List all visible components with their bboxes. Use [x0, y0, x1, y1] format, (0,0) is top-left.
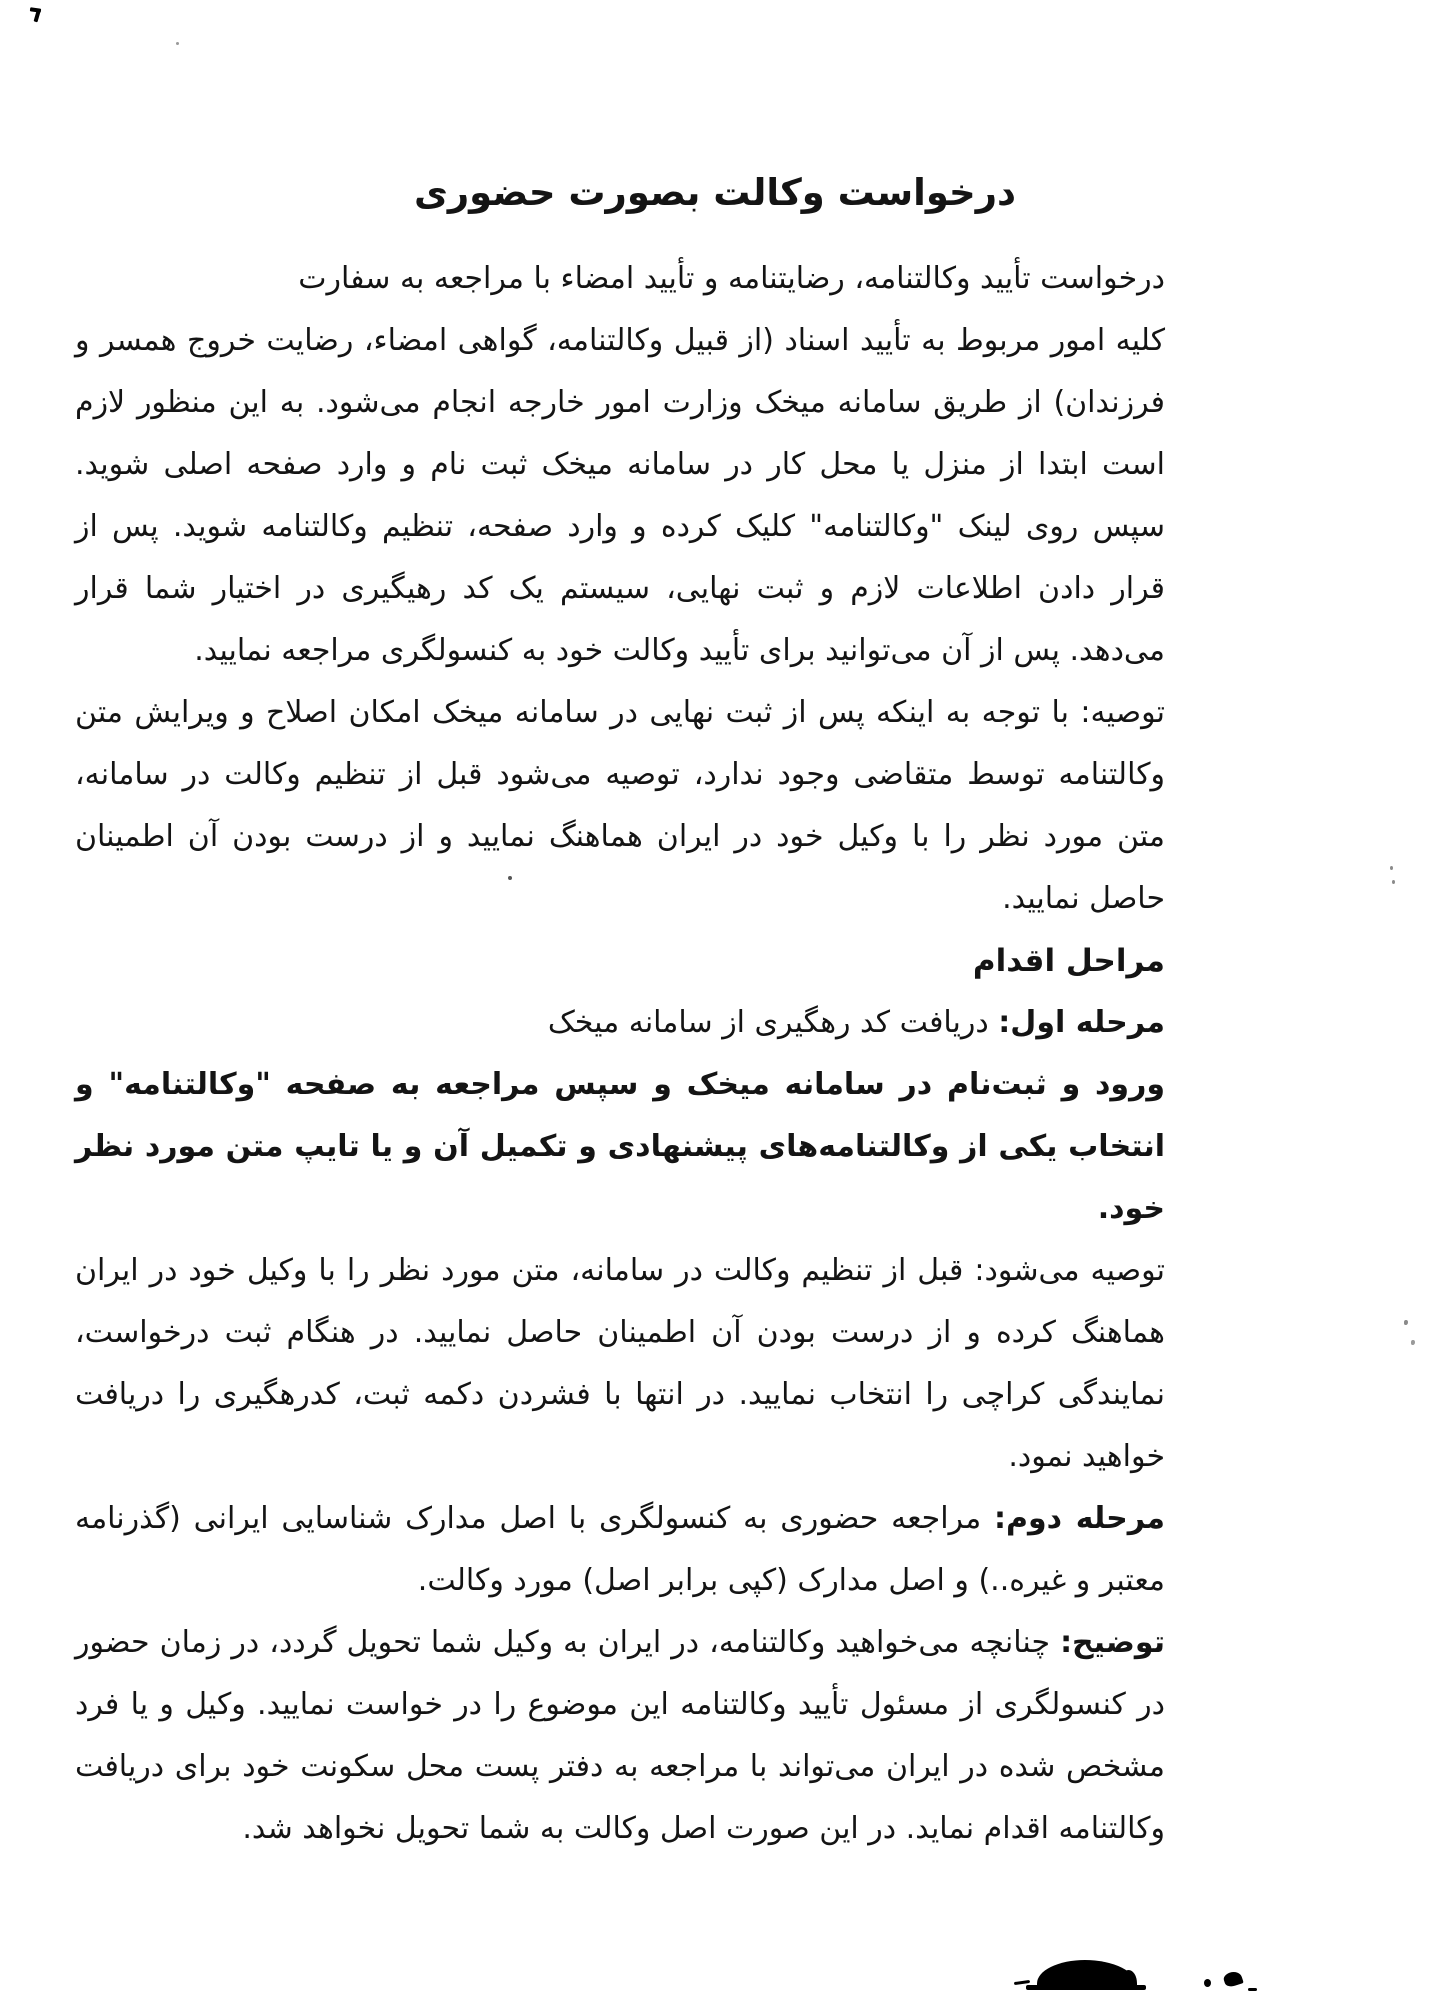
- scan-artifact-topleft-mark: [30, 8, 44, 24]
- ink-blob-base: [1026, 1985, 1146, 1990]
- document-body: [75, 166, 1165, 1860]
- paragraph-step-1: [75, 992, 1165, 1054]
- paragraph-intro: کلیه امور مربوط به تأیید اسناد (از قبیل وکالتنامه، گواهی امضاء، رضایت خروج همسر و فرزندان) از طریق سامانه میخک وزارت امور خارجه انجام می‌شود. به این منظور لازم است ابتدا از منزل یا محل کار در سامانه میخک ثبت نام و وارد صفحه اصلی شوید. سپس روی لینک "وکالتنامه" کلیک کرده و وارد صفحه، تنظیم وکالتنامه شوید. پس از قرار دادن اطلاعات لازم و ثبت نهایی، سیستم یک کد رهیگیری در اختیار شما قرار می‌دهد. پس از آن می‌توانید برای تأیید وکالت خود به کنسولگری مراجعه نمایید.: [75, 323, 1165, 668]
- scan-dot-bottom-right: [1204, 1979, 1211, 1987]
- scan-speck-right-margin-1: [1390, 866, 1393, 870]
- scan-comma-mark-bottom-right: [1222, 1970, 1243, 1989]
- note-lead: توضیح:: [1060, 1625, 1165, 1660]
- document-title: درخواست وکالت بصورت حضوری: [413, 171, 1017, 214]
- scan-speck-right-margin-2: [1404, 1320, 1408, 1325]
- scan-dash-bottom-right: [1248, 1988, 1257, 1991]
- paragraph-step-2: [75, 1488, 1165, 1612]
- scan-speck-top: [176, 42, 179, 45]
- paragraph-advice-2: [75, 1240, 1165, 1488]
- scan-dot-near-heading: [508, 876, 512, 880]
- paragraph-note: [75, 1612, 1165, 1860]
- paragraph-advice-1: [75, 682, 1165, 930]
- advice-1-lead: توصیه:: [1080, 695, 1165, 730]
- note-text: چنانچه می‌خواهید وکالتنامه، در ایران به وکیل شما تحویل گردد، در زمان حضور در کنسولگری از مسئول تأیید وکالتنامه این موضوع را در خواست نمایید. وکیل و یا فرد مشخص شده در ایران می‌تواند با مراجعه به دفتر پست محل سکونت خود برای دریافت وکالتنامه اقدام نماید. در این صورت اصل وکالت به شما تحویل نخواهد شد.: [75, 1625, 1165, 1846]
- advice-2-text: قبل از تنظیم وکالت در سامانه، متن مورد نظر را با وکیل خود در ایران هماهنگ کرده و از درست بودن آن اطمینان حاصل نمایید. در هنگام ثبت درخواست، نمایندگی کراچی را انتخاب نمایید. در انتها با فشردن دکمه ثبت، کدرهگیری را دریافت خواهید نمود.: [75, 1253, 1165, 1474]
- step-2-lead: مرحله دوم:: [993, 1501, 1165, 1536]
- section-heading-steps: مراحل اقدام: [972, 943, 1165, 979]
- document-subtitle: درخواست تأیید وکالتنامه، رضایتنامه و تأیید امضاء با مراجعه به سفارت: [298, 261, 1165, 296]
- step-1-lead: مرحله اول:: [998, 1005, 1165, 1040]
- advice-1-text: با توجه به اینکه پس از ثبت نهایی در سامانه میخک امکان اصلاح و ویرایش متن وکالتنامه توسط متقاضی وجود ندارد، توصیه می‌شود قبل از تنظیم وکالت در سامانه، متن مورد نظر را با وکیل خود در ایران هماهنگ نمایید و از درست بودن آن اطمینان حاصل نمایید.: [75, 695, 1165, 916]
- step-2-text: مراجعه حضوری به کنسولگری با اصل مدارک شناسایی ایرانی (گذرنامه معتبر و غیره..) و اصل مدارک (کپی برابر اصل) مورد وکالت.: [75, 1501, 1165, 1598]
- paragraph-step-1-detail: ورود و ثبت‌نام در سامانه میخک و سپس مراجعه به صفحه "وکالتنامه" و انتخاب یکی از وکالتنامه‌های پیشنهادی و تکمیل آن و یا تایپ متن مورد نظر خود.: [75, 1067, 1165, 1226]
- step-1-text: دریافت کد رهگیری از سامانه میخک: [547, 1005, 999, 1040]
- advice-2-lead: توصیه می‌شود:: [974, 1253, 1165, 1288]
